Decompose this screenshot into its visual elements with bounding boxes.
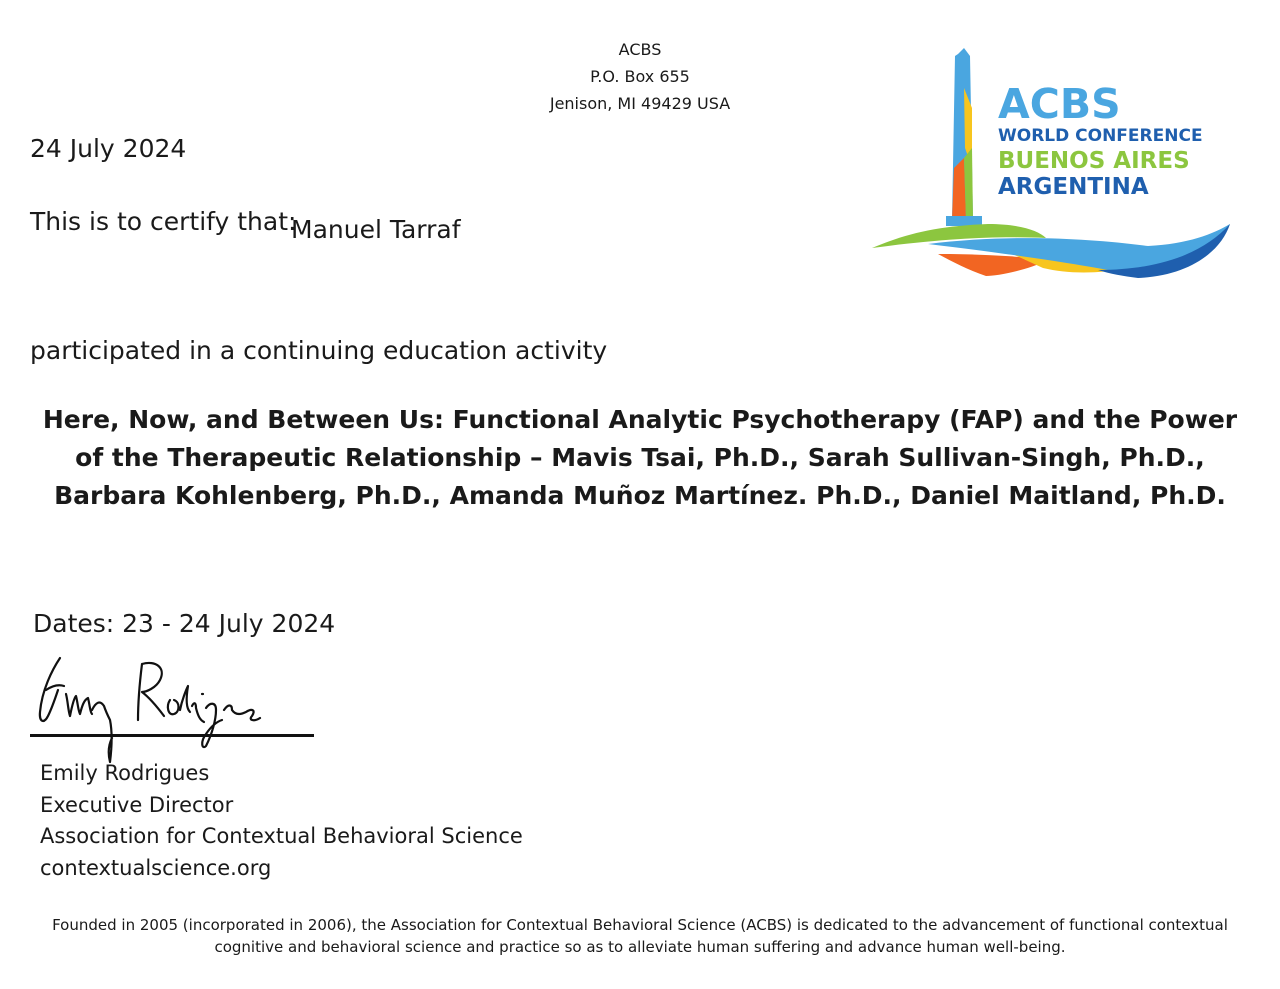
signer-block [40,758,523,884]
signature-line [30,734,314,737]
signer-name: Emily Rodrigues [40,761,210,785]
course-title: Here, Now, and Between Us: Functional Analytic Psychotherapy (FAP) and the Power of the Therapeutic Relationship – Mavis Tsai, Ph.D., Sarah Sullivan-Singh, Ph.D., Barbara Kohlenberg, Ph.D., Amanda Muñoz Martínez. Ph.D., Daniel Maitland, Ph.D. [42,405,1238,510]
address-line-1: P.O. Box 655 [590,67,690,86]
logo-acbs: ACBS [998,80,1121,128]
recipient-name: Manuel Tarraf [291,215,461,244]
signer-title: Executive Director [40,792,234,817]
org-name: ACBS [618,40,662,59]
logo-argentina: ARGENTINA [998,174,1149,200]
logo-buenos-aires: BUENOS AIRES [998,148,1190,174]
participation-statement: participated in a continuing education activity [30,336,608,365]
logo-wordmark [998,80,1203,200]
activity-dates: Dates: 23 - 24 July 2024 [33,609,336,638]
obelisk-base [946,216,982,226]
certify-label: This is to certify that: [30,207,297,236]
footer-mission-statement: Founded in 2005 (incorporated in 2006), the Association for Contextual Behavioral Science (ACBS) is dedicated to the advancement of functional contextual cognitive and behavioral science and practice so as to alleviate human suffering and advance human well-being. [52,916,1228,956]
address-line-2: Jenison, MI 49429 USA [549,94,731,113]
issue-date: 24 July 2024 [30,134,187,163]
signer-organization: Association for Contextual Behavioral Science [40,824,523,848]
signer-website: contextualscience.org [40,855,272,880]
org-address-block [490,36,790,117]
logo-world-conference: WORLD CONFERENCE [998,126,1203,146]
